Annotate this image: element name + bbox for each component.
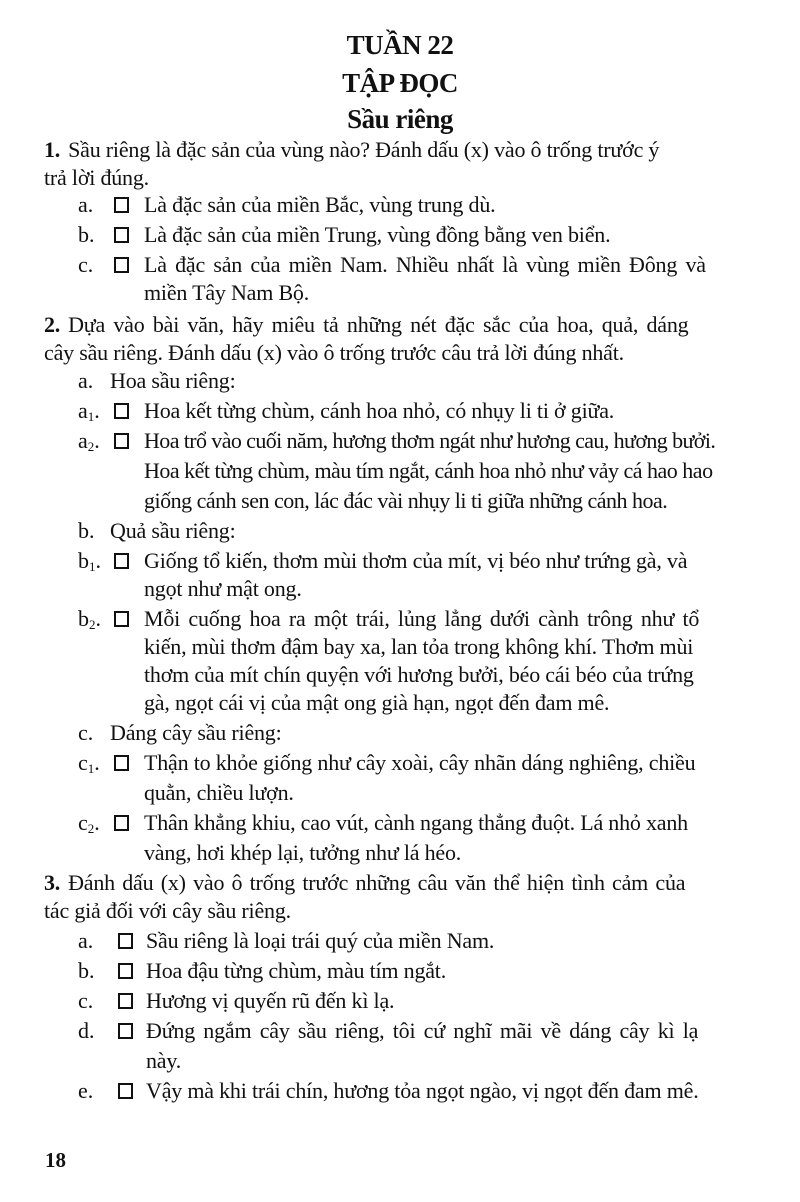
option-text: Mỗi cuống hoa ra một trái, lủng lẳng dưới cành trông như tổ	[144, 606, 700, 631]
option-text: gà, ngọt cái vị của mật ong già hạn, ngọt đến đam mê.	[144, 690, 610, 715]
group-title: Dáng cây sầu riêng:	[110, 720, 282, 745]
question-2-prompt-line-1: 2. Dựa vào bài văn, hãy miêu tả những nét đặc sắc của hoa, quả, dáng	[44, 312, 689, 337]
option-label: $c_2$.	[78, 810, 100, 836]
option-text: Sầu riêng là loại trái quý của miền Nam.	[146, 928, 495, 953]
option-label: $a_2$.	[78, 428, 100, 454]
checkbox[interactable]	[114, 433, 129, 449]
group-label: b.	[78, 518, 95, 543]
option-label: e.	[78, 1078, 94, 1103]
checkbox[interactable]	[114, 403, 129, 419]
option-text: quằn, chiều lượn.	[144, 780, 294, 805]
option-text: miền Tây Nam Bộ.	[144, 280, 310, 305]
option-label: c.	[78, 988, 94, 1013]
group-title: Hoa sầu riêng:	[110, 368, 236, 393]
option-text: Hoa đậu từng chùm, màu tím ngắt.	[146, 958, 447, 983]
option-text: Thận to khỏe giống như cây xoài, cây nhãn dáng nghiêng, chiều	[144, 750, 696, 775]
question-3-prompt-line-1: 3. Đánh dấu (x) vào ô trống trước những câu văn thể hiện tình cảm của	[44, 870, 686, 895]
option-text: Hoa kết từng chùm, màu tím ngắt, cánh hoa nhỏ như vảy cá hao hao	[144, 458, 713, 483]
option-text: ngọt như mật ong.	[144, 576, 302, 601]
checkbox[interactable]	[114, 553, 129, 569]
option-label: $b_1$.	[78, 548, 101, 574]
checkbox[interactable]	[114, 227, 129, 243]
option-text: Là đặc sản của miền Nam. Nhiều nhất là vùng miền Đông và	[144, 252, 706, 277]
checkbox[interactable]	[114, 755, 129, 771]
section-title: TẬP ĐỌC	[342, 68, 458, 98]
option-text: Thân khẳng khiu, cao vút, cành ngang thẳng đuột. Lá nhỏ xanh	[144, 810, 688, 835]
page-number: 18	[45, 1148, 66, 1172]
lesson-title: Sầu riêng	[347, 104, 453, 134]
week-title: TUẦN 22	[346, 30, 454, 60]
option-text: vàng, hơi khép lại, tưởng như lá héo.	[144, 840, 462, 865]
option-text: thơm của mít chín quyện với hương bưởi, béo cái béo của trứng	[144, 662, 694, 687]
option-label: a.	[78, 928, 94, 953]
question-2-prompt-line-2: cây sầu riêng. Đánh dấu (x) vào ô trống trước câu trả lời đúng nhất.	[44, 340, 624, 365]
checkbox[interactable]	[118, 963, 133, 979]
checkbox[interactable]	[114, 611, 129, 627]
checkbox[interactable]	[118, 993, 133, 1009]
question-1-prompt-line-1: 1. Sầu riêng là đặc sản của vùng nào? Đánh dấu (x) vào ô trống trước ý	[44, 137, 660, 162]
option-label: $b_2$.	[78, 606, 101, 632]
group-label: a.	[78, 368, 94, 393]
checkbox[interactable]	[114, 257, 129, 273]
checkbox[interactable]	[118, 1023, 133, 1039]
option-label: b.	[78, 222, 95, 247]
checkbox[interactable]	[118, 933, 133, 949]
option-text: Hoa trổ vào cuối năm, hương thơm ngát như hương cau, hương bưởi.	[144, 428, 716, 453]
option-label: $a_1$.	[78, 398, 100, 424]
question-1-number: 1.	[44, 137, 61, 162]
option-text: Đứng ngắm cây sầu riêng, tôi cứ nghĩ mãi về dáng cây kì lạ	[146, 1018, 699, 1043]
question-1-prompt-line-2: trả lời đúng.	[44, 165, 149, 190]
option-label: d.	[78, 1018, 95, 1043]
option-text: Hương vị quyến rũ đến kì lạ.	[146, 988, 395, 1013]
option-label: c.	[78, 252, 94, 277]
option-label: $c_1$.	[78, 750, 100, 776]
checkbox[interactable]	[114, 815, 129, 831]
option-text: Là đặc sản của miền Bắc, vùng trung dù.	[144, 192, 496, 217]
question-3-number: 3.	[44, 870, 61, 895]
option-text: Giống tổ kiến, thơm mùi thơm của mít, vị béo như trứng gà, và	[144, 548, 688, 573]
option-label: a.	[78, 192, 94, 217]
option-text: này.	[146, 1048, 182, 1073]
question-3-prompt-line-2: tác giả đối với cây sầu riêng.	[44, 898, 291, 923]
option-label: b.	[78, 958, 95, 983]
option-text: kiến, mùi thơm đậm bay xa, lan tỏa trong không khí. Thơm mùi	[144, 634, 694, 659]
option-text: Là đặc sản của miền Trung, vùng đồng bằng ven biển.	[144, 222, 611, 247]
checkbox[interactable]	[118, 1083, 133, 1099]
group-label: c.	[78, 720, 94, 745]
option-text: Vậy mà khi trái chín, hương tỏa ngọt ngào, vị ngọt đến đam mê.	[146, 1078, 699, 1103]
option-text: Hoa kết từng chùm, cánh hoa nhỏ, có nhụy li ti ở giữa.	[144, 398, 615, 423]
question-2-number: 2.	[44, 312, 61, 337]
group-title: Quả sầu riêng:	[110, 518, 236, 543]
option-text: giống cánh sen con, lác đác vài nhụy li ti giữa những cánh hoa.	[144, 488, 668, 513]
checkbox[interactable]	[114, 197, 129, 213]
